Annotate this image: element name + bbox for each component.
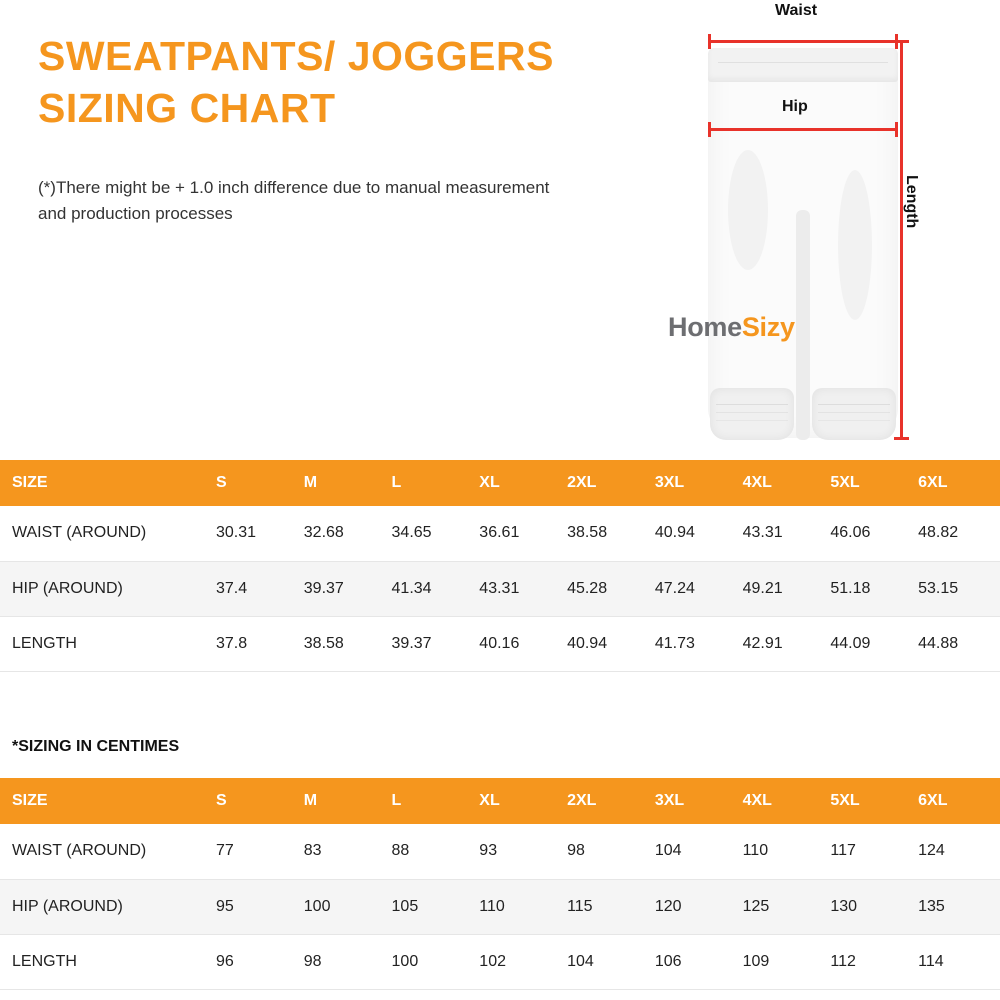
col-header-3xl: 3XL xyxy=(649,778,737,824)
table-row xyxy=(0,824,1000,879)
fabric-fold xyxy=(838,170,872,320)
cell: 98 xyxy=(298,934,386,989)
col-header-l: L xyxy=(386,778,474,824)
pants-cuff-right xyxy=(812,388,896,440)
col-header-size: SIZE xyxy=(0,460,210,506)
cell: 117 xyxy=(824,824,912,879)
cell: 115 xyxy=(561,879,649,934)
cell: 47.24 xyxy=(649,561,737,616)
col-header-size: SIZE xyxy=(0,778,210,824)
cell: 46.06 xyxy=(824,506,912,561)
cell: 100 xyxy=(298,879,386,934)
cell: 34.65 xyxy=(386,506,474,561)
cell: 40.94 xyxy=(561,616,649,671)
cell: 41.34 xyxy=(386,561,474,616)
col-header-xl: XL xyxy=(473,460,561,506)
cell: 49.21 xyxy=(737,561,825,616)
row-label-hip: HIP (AROUND) xyxy=(0,879,210,934)
page-title-line2: SIZING CHART xyxy=(38,85,336,132)
cell: 41.73 xyxy=(649,616,737,671)
col-header-4xl: 4XL xyxy=(737,460,825,506)
cell: 43.31 xyxy=(737,506,825,561)
waist-arrow-icon xyxy=(708,40,898,43)
cell: 37.8 xyxy=(210,616,298,671)
cell: 40.94 xyxy=(649,506,737,561)
col-header-6xl: 6XL xyxy=(912,778,1000,824)
col-header-2xl: 2XL xyxy=(561,778,649,824)
centimeter-note: *SIZING IN CENTIMES xyxy=(12,738,180,755)
length-label: Length xyxy=(903,175,920,229)
cell: 30.31 xyxy=(210,506,298,561)
cell: 77 xyxy=(210,824,298,879)
sizing-table-centimeters xyxy=(0,778,1000,990)
cell: 93 xyxy=(473,824,561,879)
cell: 42.91 xyxy=(737,616,825,671)
brand-logo xyxy=(668,312,795,343)
cell: 44.09 xyxy=(824,616,912,671)
cell: 106 xyxy=(649,934,737,989)
row-label-length: LENGTH xyxy=(0,934,210,989)
cell: 104 xyxy=(649,824,737,879)
waist-label: Waist xyxy=(775,2,818,19)
page-title-line1: SWEATPANTS/ JOGGERS xyxy=(38,33,554,79)
table-row xyxy=(0,934,1000,989)
sizing-table-inches xyxy=(0,460,1000,672)
cell: 51.18 xyxy=(824,561,912,616)
cell: 120 xyxy=(649,879,737,934)
product-illustration xyxy=(660,0,1000,450)
cell: 130 xyxy=(824,879,912,934)
cell: 112 xyxy=(824,934,912,989)
cell: 32.68 xyxy=(298,506,386,561)
col-header-s: S xyxy=(210,460,298,506)
cell: 96 xyxy=(210,934,298,989)
cell: 114 xyxy=(912,934,1000,989)
row-label-length: LENGTH xyxy=(0,616,210,671)
cell: 39.37 xyxy=(386,616,474,671)
table-row xyxy=(0,879,1000,934)
col-header-6xl: 6XL xyxy=(912,460,1000,506)
table-row xyxy=(0,561,1000,616)
cell: 95 xyxy=(210,879,298,934)
sweatpants-graphic xyxy=(708,30,898,450)
cell: 38.58 xyxy=(561,506,649,561)
col-header-3xl: 3XL xyxy=(649,460,737,506)
cell: 125 xyxy=(737,879,825,934)
pants-cuff-left xyxy=(710,388,794,440)
col-header-5xl: 5XL xyxy=(824,460,912,506)
cell: 45.28 xyxy=(561,561,649,616)
col-header-2xl: 2XL xyxy=(561,460,649,506)
cell: 110 xyxy=(473,879,561,934)
cell: 109 xyxy=(737,934,825,989)
cell: 102 xyxy=(473,934,561,989)
fabric-fold xyxy=(728,150,768,270)
cell: 98 xyxy=(561,824,649,879)
hip-arrow-icon xyxy=(708,128,898,131)
col-header-s: S xyxy=(210,778,298,824)
cell: 38.58 xyxy=(298,616,386,671)
cell: 124 xyxy=(912,824,1000,879)
cell: 40.16 xyxy=(473,616,561,671)
col-header-4xl: 4XL xyxy=(737,778,825,824)
page-title xyxy=(38,30,640,135)
cell: 36.61 xyxy=(473,506,561,561)
brand-logo-part2: Sizy xyxy=(741,312,795,342)
table-header-row xyxy=(0,460,1000,506)
cell: 44.88 xyxy=(912,616,1000,671)
cell: 88 xyxy=(386,824,474,879)
table-header-row xyxy=(0,778,1000,824)
cell: 53.15 xyxy=(912,561,1000,616)
header xyxy=(0,0,660,440)
cell: 100 xyxy=(386,934,474,989)
row-label-waist: WAIST (AROUND) xyxy=(0,506,210,561)
table-row xyxy=(0,506,1000,561)
hip-label: Hip xyxy=(782,98,808,115)
col-header-xl: XL xyxy=(473,778,561,824)
col-header-5xl: 5XL xyxy=(824,778,912,824)
row-label-waist: WAIST (AROUND) xyxy=(0,824,210,879)
cell: 39.37 xyxy=(298,561,386,616)
col-header-l: L xyxy=(386,460,474,506)
cell: 43.31 xyxy=(473,561,561,616)
col-header-m: M xyxy=(298,778,386,824)
length-arrow-icon xyxy=(900,40,903,440)
cell: 110 xyxy=(737,824,825,879)
cell: 135 xyxy=(912,879,1000,934)
table-row xyxy=(0,616,1000,671)
measurement-disclaimer: (*)There might be + 1.0 inch difference due to manual measurement and production processes xyxy=(38,177,550,224)
col-header-m: M xyxy=(298,460,386,506)
pants-waistband xyxy=(708,48,898,82)
brand-logo-part1: Home xyxy=(668,312,742,342)
cell: 105 xyxy=(386,879,474,934)
cell: 48.82 xyxy=(912,506,1000,561)
cell: 83 xyxy=(298,824,386,879)
cell: 104 xyxy=(561,934,649,989)
pants-inseam xyxy=(796,210,810,440)
cell: 37.4 xyxy=(210,561,298,616)
row-label-hip: HIP (AROUND) xyxy=(0,561,210,616)
